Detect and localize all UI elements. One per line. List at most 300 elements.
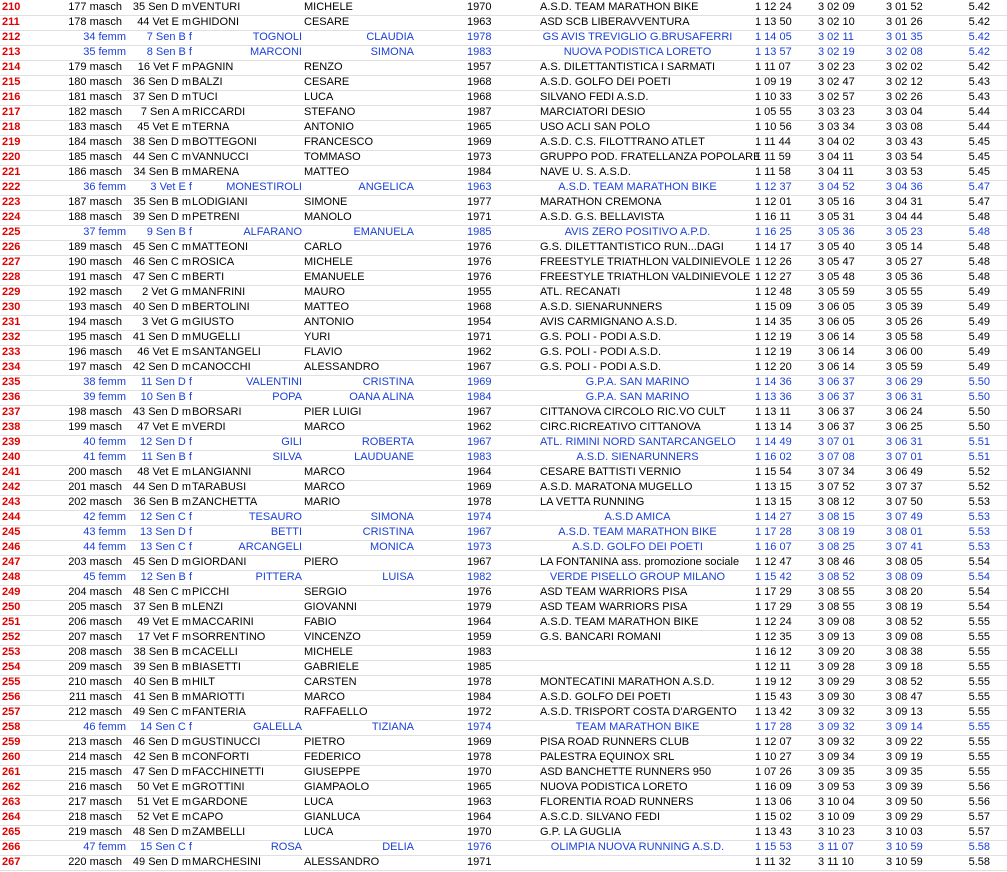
pace-cell: 5.51 — [968, 451, 990, 463]
position-cell: 237 — [2, 406, 21, 418]
table-row — [0, 225, 1007, 241]
pace-cell: 5.54 — [968, 556, 990, 568]
firstname-cell: SIMONA — [370, 511, 414, 523]
surname-cell: TARABUSI — [192, 481, 247, 493]
firstname-cell: CARSTEN — [304, 676, 357, 688]
chip-time-cell: 3 10 59 — [886, 856, 923, 868]
position-cell: 261 — [2, 766, 21, 778]
category-cell: 37 Sen D m — [132, 91, 191, 103]
position-cell: 215 — [2, 76, 21, 88]
table-row — [0, 180, 1007, 196]
surname-cell: GALELLA — [253, 721, 302, 733]
category-cell: 50 Vet E m — [137, 781, 191, 793]
surname-cell: BERTI — [192, 271, 225, 283]
table-row — [0, 210, 1007, 226]
gun-time-cell: 3 09 28 — [818, 661, 855, 673]
gender-rank-cell: 37 femm — [83, 226, 126, 238]
surname-cell: POPA — [272, 391, 302, 403]
birth-year-cell: 1954 — [467, 316, 492, 328]
birth-year-cell: 1978 — [467, 676, 492, 688]
firstname-cell: SERGIO — [304, 586, 347, 598]
table-row — [0, 435, 1007, 451]
pace-cell: 5.50 — [968, 391, 990, 403]
surname-cell: TERNA — [192, 121, 230, 133]
pace-cell: 5.55 — [968, 661, 990, 673]
table-row — [0, 135, 1007, 151]
birth-year-cell: 1971 — [467, 856, 492, 868]
gun-time-cell: 3 02 19 — [818, 46, 855, 58]
gender-rank-cell: 190 masch — [68, 256, 122, 268]
pace-cell: 5.50 — [968, 406, 990, 418]
category-cell: 42 Sen D m — [132, 361, 191, 373]
category-cell: 39 Sen D m — [132, 211, 191, 223]
surname-cell: ZANCHETTA — [192, 496, 258, 508]
pace-cell: 5.55 — [968, 691, 990, 703]
birth-year-cell: 1964 — [467, 616, 492, 628]
team-cell: A.S.D. TEAM MARATHON BIKE — [558, 526, 717, 538]
pace-cell: 5.49 — [968, 331, 990, 343]
table-row — [0, 240, 1007, 256]
position-cell: 263 — [2, 796, 21, 808]
gun-time-cell: 3 08 15 — [818, 511, 855, 523]
chip-time-cell: 3 08 09 — [886, 571, 923, 583]
gun-time-cell: 3 08 19 — [818, 526, 855, 538]
chip-time-cell: 3 05 55 — [886, 286, 923, 298]
gun-time-cell: 3 10 23 — [818, 826, 855, 838]
gun-time-cell: 3 08 55 — [818, 601, 855, 613]
chip-time-cell: 3 03 04 — [886, 106, 923, 118]
gender-rank-cell: 200 masch — [68, 466, 122, 478]
chip-time-cell: 3 02 08 — [886, 46, 923, 58]
split-time-cell: 1 10 27 — [755, 751, 792, 763]
firstname-cell: PIER LUIGI — [304, 406, 362, 418]
split-time-cell: 1 16 11 — [755, 211, 791, 223]
gun-time-cell: 3 05 31 — [818, 211, 855, 223]
position-cell: 262 — [2, 781, 21, 793]
table-row — [0, 735, 1007, 751]
team-cell: G.S. DILETTANTISTICO RUN...DAGI — [540, 241, 724, 253]
split-time-cell: 1 14 36 — [755, 376, 792, 388]
pace-cell: 5.42 — [968, 61, 990, 73]
pace-cell: 5.45 — [968, 166, 990, 178]
firstname-cell: PIERO — [304, 556, 339, 568]
birth-year-cell: 1972 — [467, 706, 492, 718]
category-cell: 51 Vet E m — [137, 796, 191, 808]
table-row — [0, 540, 1007, 556]
gun-time-cell: 3 09 29 — [818, 676, 855, 688]
surname-cell: CONFORTI — [192, 751, 250, 763]
pace-cell: 5.42 — [968, 31, 990, 43]
birth-year-cell: 1984 — [467, 166, 492, 178]
birth-year-cell: 1967 — [467, 556, 492, 568]
pace-cell: 5.42 — [968, 1, 990, 13]
surname-cell: GILI — [281, 436, 302, 448]
table-row — [0, 165, 1007, 181]
firstname-cell: LUISA — [382, 571, 414, 583]
team-cell: ATL. RECANATI — [540, 286, 621, 298]
position-cell: 256 — [2, 691, 21, 703]
gender-rank-cell: 214 masch — [68, 751, 122, 763]
gun-time-cell: 3 02 11 — [818, 31, 854, 43]
team-cell: ASD SCB LIBERAVVENTURA — [540, 16, 690, 28]
category-cell: 52 Vet E m — [137, 811, 191, 823]
category-cell: 46 Sen C m — [132, 256, 191, 268]
team-cell: PISA ROAD RUNNERS CLUB — [540, 736, 690, 748]
category-cell: 38 Sen D m — [132, 136, 191, 148]
gun-time-cell: 3 04 11 — [818, 151, 854, 163]
category-cell: 35 Sen D m — [132, 1, 191, 13]
firstname-cell: MANOLO — [304, 211, 352, 223]
chip-time-cell: 3 09 22 — [886, 736, 923, 748]
surname-cell: PITTERA — [255, 571, 302, 583]
position-cell: 222 — [2, 181, 21, 193]
pace-cell: 5.55 — [968, 766, 990, 778]
gun-time-cell: 3 10 04 — [818, 796, 855, 808]
gun-time-cell: 3 05 48 — [818, 271, 855, 283]
position-cell: 212 — [2, 31, 21, 43]
split-time-cell: 1 11 59 — [755, 151, 791, 163]
category-cell: 42 Sen B m — [133, 751, 191, 763]
surname-cell: LENZI — [192, 601, 224, 613]
chip-time-cell: 3 01 26 — [886, 16, 923, 28]
category-cell: 11 Sen D f — [140, 376, 192, 388]
team-cell: A.S.D. TRISPORT COSTA D'ARGENTO — [540, 706, 737, 718]
gender-rank-cell: 41 femm — [83, 451, 126, 463]
surname-cell: GUSTINUCCI — [192, 736, 261, 748]
team-cell: PALESTRA EQUINOX SRL — [540, 751, 675, 763]
birth-year-cell: 1974 — [467, 721, 492, 733]
chip-time-cell: 3 05 23 — [886, 226, 923, 238]
birth-year-cell: 1976 — [467, 271, 492, 283]
table-row — [0, 615, 1007, 631]
gun-time-cell: 3 05 47 — [818, 256, 855, 268]
split-time-cell: 1 14 05 — [755, 31, 792, 43]
surname-cell: CAPO — [192, 811, 224, 823]
gender-rank-cell: 179 masch — [68, 61, 122, 73]
gender-rank-cell: 184 masch — [68, 136, 122, 148]
category-cell: 16 Vet F m — [137, 61, 191, 73]
birth-year-cell: 1968 — [467, 91, 492, 103]
position-cell: 234 — [2, 361, 21, 373]
gender-rank-cell: 209 masch — [68, 661, 122, 673]
gun-time-cell: 3 07 08 — [818, 451, 855, 463]
gun-time-cell: 3 09 35 — [818, 766, 855, 778]
chip-time-cell: 3 09 35 — [886, 766, 923, 778]
gender-rank-cell: 212 masch — [68, 706, 122, 718]
birth-year-cell: 1970 — [467, 766, 492, 778]
team-cell: A.S.D. TEAM MARATHON BIKE — [540, 616, 699, 628]
surname-cell: MARIOTTI — [192, 691, 245, 703]
chip-time-cell: 3 05 14 — [886, 241, 923, 253]
position-cell: 240 — [2, 451, 21, 463]
pace-cell: 5.43 — [968, 91, 990, 103]
pace-cell: 5.53 — [968, 511, 990, 523]
position-cell: 265 — [2, 826, 21, 838]
category-cell: 41 Sen B m — [133, 691, 191, 703]
team-cell: A.S.D. TEAM MARATHON BIKE — [558, 181, 717, 193]
firstname-cell: GIANLUCA — [304, 811, 361, 823]
surname-cell: ALFARANO — [243, 226, 302, 238]
team-cell: G.P.A. SAN MARINO — [585, 376, 690, 388]
gender-rank-cell: 211 masch — [69, 691, 122, 703]
gender-rank-cell: 193 masch — [68, 301, 122, 313]
chip-time-cell: 3 02 12 — [886, 76, 923, 88]
position-cell: 245 — [2, 526, 21, 538]
gun-time-cell: 3 08 52 — [818, 571, 855, 583]
firstname-cell: ROBERTA — [361, 436, 414, 448]
pace-cell: 5.48 — [968, 241, 990, 253]
position-cell: 227 — [2, 256, 21, 268]
chip-time-cell: 3 09 39 — [886, 781, 923, 793]
team-cell: A.S.D. GOLFO DEI POETI — [540, 691, 671, 703]
birth-year-cell: 1959 — [467, 631, 492, 643]
category-cell: 47 Sen C m — [132, 271, 191, 283]
category-cell: 2 Vet G m — [142, 286, 191, 298]
birth-year-cell: 1978 — [467, 31, 492, 43]
split-time-cell: 1 12 26 — [755, 256, 792, 268]
split-time-cell: 1 15 02 — [755, 811, 792, 823]
birth-year-cell: 1976 — [467, 241, 492, 253]
gender-rank-cell: 181 masch — [68, 91, 122, 103]
gun-time-cell: 3 05 36 — [818, 226, 855, 238]
birth-year-cell: 1968 — [467, 76, 492, 88]
firstname-cell: GIOVANNI — [304, 601, 357, 613]
chip-time-cell: 3 02 26 — [886, 91, 923, 103]
team-cell: OLIMPIA NUOVA RUNNING A.S.D. — [550, 841, 725, 853]
split-time-cell: 1 13 43 — [755, 826, 792, 838]
table-row — [0, 480, 1007, 496]
surname-cell: VENTURI — [192, 1, 241, 13]
position-cell: 248 — [2, 571, 21, 583]
position-cell: 211 — [2, 16, 20, 28]
pace-cell: 5.54 — [968, 571, 990, 583]
category-cell: 7 Sen B f — [146, 31, 192, 43]
gender-rank-cell: 216 masch — [68, 781, 122, 793]
position-cell: 267 — [2, 856, 21, 868]
firstname-cell: ALESSANDRO — [304, 361, 380, 373]
category-cell: 12 Sen B f — [140, 571, 192, 583]
category-cell: 9 Sen B f — [146, 226, 192, 238]
birth-year-cell: 1965 — [467, 121, 492, 133]
chip-time-cell: 3 10 03 — [886, 826, 923, 838]
gender-rank-cell: 198 masch — [68, 406, 122, 418]
surname-cell: CACELLI — [192, 646, 238, 658]
split-time-cell: 1 11 58 — [755, 166, 791, 178]
table-row — [0, 390, 1007, 406]
category-cell: 45 Vet E m — [137, 121, 191, 133]
firstname-cell: ANTONIO — [304, 121, 354, 133]
gender-rank-cell: 201 masch — [68, 481, 122, 493]
gun-time-cell: 3 02 47 — [818, 76, 855, 88]
table-row — [0, 30, 1007, 46]
pace-cell: 5.55 — [968, 616, 990, 628]
category-cell: 37 Sen B m — [133, 601, 191, 613]
position-cell: 219 — [2, 136, 21, 148]
table-row — [0, 690, 1007, 706]
table-row — [0, 195, 1007, 211]
gun-time-cell: 3 09 20 — [818, 646, 855, 658]
split-time-cell: 1 16 09 — [755, 781, 792, 793]
firstname-cell: PIETRO — [304, 736, 345, 748]
firstname-cell: GIUSEPPE — [304, 766, 361, 778]
chip-time-cell: 3 05 59 — [886, 361, 923, 373]
surname-cell: BERTOLINI — [192, 301, 250, 313]
pace-cell: 5.49 — [968, 316, 990, 328]
position-cell: 228 — [2, 271, 21, 283]
firstname-cell: SIMONA — [370, 46, 414, 58]
split-time-cell: 1 12 01 — [755, 196, 792, 208]
gun-time-cell: 3 10 09 — [818, 811, 855, 823]
surname-cell: VERDI — [192, 421, 226, 433]
category-cell: 44 Sen C m — [132, 151, 191, 163]
gender-rank-cell: 205 masch — [68, 601, 122, 613]
pace-cell: 5.48 — [968, 211, 990, 223]
position-cell: 235 — [2, 376, 21, 388]
table-row — [0, 75, 1007, 91]
split-time-cell: 1 11 44 — [755, 136, 791, 148]
surname-cell: BOTTEGONI — [192, 136, 257, 148]
split-time-cell: 1 13 50 — [755, 16, 792, 28]
table-row — [0, 330, 1007, 346]
gun-time-cell: 3 08 12 — [818, 496, 855, 508]
pace-cell: 5.55 — [968, 751, 990, 763]
pace-cell: 5.44 — [968, 106, 990, 118]
gender-rank-cell: 210 masch — [68, 676, 122, 688]
split-time-cell: 1 17 28 — [755, 721, 792, 733]
gender-rank-cell: 188 masch — [68, 211, 122, 223]
team-cell: A.S.D. MARATONA MUGELLO — [540, 481, 693, 493]
table-row — [0, 795, 1007, 811]
birth-year-cell: 1985 — [467, 226, 492, 238]
birth-year-cell: 1978 — [467, 496, 492, 508]
position-cell: 259 — [2, 736, 21, 748]
surname-cell: FACCHINETTI — [192, 766, 265, 778]
gun-time-cell: 3 08 46 — [818, 556, 855, 568]
category-cell: 17 Vet F m — [137, 631, 191, 643]
table-row — [0, 420, 1007, 436]
surname-cell: MACCARINI — [192, 616, 254, 628]
split-time-cell: 1 13 15 — [755, 496, 792, 508]
surname-cell: PETRENI — [192, 211, 240, 223]
gun-time-cell: 3 02 57 — [818, 91, 855, 103]
gender-rank-cell: 38 femm — [83, 376, 126, 388]
split-time-cell: 1 16 12 — [755, 646, 792, 658]
birth-year-cell: 1983 — [467, 451, 492, 463]
gender-rank-cell: 206 masch — [68, 616, 122, 628]
table-row — [0, 705, 1007, 721]
split-time-cell: 1 13 06 — [755, 796, 792, 808]
category-cell: 15 Sen C f — [140, 841, 192, 853]
category-cell: 36 Sen D m — [132, 76, 191, 88]
pace-cell: 5.54 — [968, 601, 990, 613]
surname-cell: BORSARI — [192, 406, 242, 418]
chip-time-cell: 3 03 08 — [886, 121, 923, 133]
table-row — [0, 285, 1007, 301]
split-time-cell: 1 12 11 — [755, 661, 791, 673]
pace-cell: 5.56 — [968, 781, 990, 793]
gun-time-cell: 3 02 09 — [818, 1, 855, 13]
position-cell: 239 — [2, 436, 21, 448]
category-cell: 44 Vet E m — [137, 16, 191, 28]
gun-time-cell: 3 06 05 — [818, 301, 855, 313]
category-cell: 49 Sen C m — [132, 706, 191, 718]
gun-time-cell: 3 08 25 — [818, 541, 855, 553]
pace-cell: 5.50 — [968, 376, 990, 388]
firstname-cell: CRISTINA — [362, 526, 414, 538]
pace-cell: 5.51 — [968, 436, 990, 448]
chip-time-cell: 3 08 52 — [886, 676, 923, 688]
surname-cell: PAGNIN — [192, 61, 234, 73]
gun-time-cell: 3 09 13 — [818, 631, 855, 643]
surname-cell: VALENTINI — [245, 376, 302, 388]
split-time-cell: 1 15 54 — [755, 466, 792, 478]
surname-cell: GIUSTO — [192, 316, 234, 328]
gender-rank-cell: 218 masch — [68, 811, 122, 823]
gender-rank-cell: 39 femm — [83, 391, 126, 403]
team-cell: NAVE U. S. A.S.D. — [540, 166, 631, 178]
chip-time-cell: 3 07 01 — [886, 451, 923, 463]
gun-time-cell: 3 11 07 — [818, 841, 854, 853]
team-cell: AVIS ZERO POSITIVO A.P.D. — [564, 226, 711, 238]
birth-year-cell: 1983 — [467, 646, 492, 658]
firstname-cell: OANA ALINA — [349, 391, 414, 403]
split-time-cell: 1 09 19 — [755, 76, 792, 88]
pace-cell: 5.42 — [968, 46, 990, 58]
surname-cell: SANTANGELI — [192, 346, 261, 358]
birth-year-cell: 1984 — [467, 691, 492, 703]
category-cell: 39 Sen B m — [133, 661, 191, 673]
table-row — [0, 450, 1007, 466]
position-cell: 250 — [2, 601, 21, 613]
pace-cell: 5.55 — [968, 736, 990, 748]
split-time-cell: 1 13 14 — [755, 421, 792, 433]
surname-cell: VANNUCCI — [192, 151, 249, 163]
position-cell: 253 — [2, 646, 21, 658]
firstname-cell: LAUDUANE — [354, 451, 414, 463]
birth-year-cell: 1985 — [467, 661, 492, 673]
team-cell: A.S.D. TEAM MARATHON BIKE — [540, 1, 699, 13]
table-row — [0, 105, 1007, 121]
birth-year-cell: 1962 — [467, 346, 492, 358]
category-cell: 38 Sen B m — [133, 646, 191, 658]
gender-rank-cell: 178 masch — [68, 16, 122, 28]
birth-year-cell: 1970 — [467, 826, 492, 838]
pace-cell: 5.55 — [968, 721, 990, 733]
surname-cell: MARCHESINI — [192, 856, 262, 868]
table-row — [0, 255, 1007, 271]
split-time-cell: 1 12 20 — [755, 361, 792, 373]
category-cell: 3 Vet E f — [150, 181, 192, 193]
surname-cell: BALZI — [192, 76, 223, 88]
gender-rank-cell: 35 femm — [83, 46, 126, 58]
gender-rank-cell: 45 femm — [83, 571, 126, 583]
chip-time-cell: 3 05 26 — [886, 316, 923, 328]
table-row — [0, 345, 1007, 361]
pace-cell: 5.54 — [968, 586, 990, 598]
birth-year-cell: 1969 — [467, 376, 492, 388]
team-cell: G.S. POLI - PODI A.S.D. — [540, 361, 662, 373]
category-cell: 8 Sen B f — [146, 46, 192, 58]
team-cell: NUOVA PODISTICA LORETO — [540, 781, 688, 793]
gun-time-cell: 3 03 34 — [818, 121, 855, 133]
firstname-cell: MARCO — [304, 421, 345, 433]
gender-rank-cell: 40 femm — [83, 436, 126, 448]
category-cell: 45 Sen D m — [132, 556, 191, 568]
gender-rank-cell: 34 femm — [83, 31, 126, 43]
chip-time-cell: 3 08 19 — [886, 601, 923, 613]
surname-cell: MARENA — [192, 166, 240, 178]
split-time-cell: 1 11 07 — [755, 61, 791, 73]
